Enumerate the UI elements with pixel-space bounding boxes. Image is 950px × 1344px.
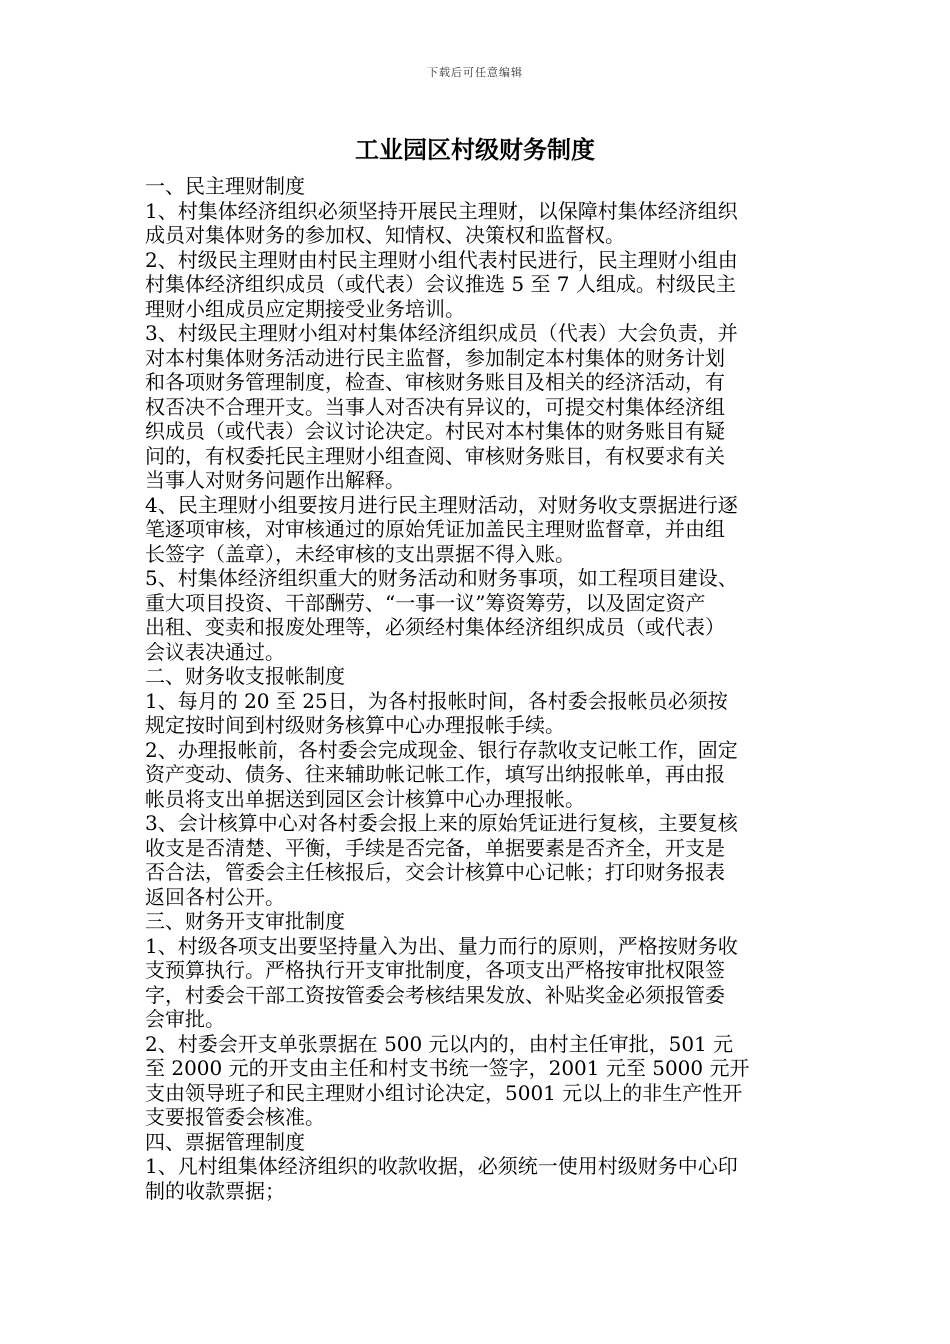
body-line: 3、会计核算中心对各村委会报上来的原始凭证进行复核，主要复核 xyxy=(145,811,738,835)
body-line: 会议表决通过。 xyxy=(145,639,285,664)
body-line: 支要报管委会核准。 xyxy=(145,1105,325,1129)
body-line: 返回各村公开。 xyxy=(145,884,285,909)
body-line: 4、民主理财小组要按月进行民主理财活动，对财务收支票据进行逐 xyxy=(145,492,738,517)
body-line: 2、办理报帐前，各村委会完成现金、银行存款收支记帐工作，固定 xyxy=(145,737,738,762)
body-line: 权否决不合理开支。当事人对否决有异议的，可提交村集体经济组 xyxy=(145,394,725,419)
body-line: 5、村集体经济组织重大的财务活动和财务事项，如工程项目建设、 xyxy=(145,566,738,590)
body-line: 规定按时间到村级财务核算中心办理报帐手续。 xyxy=(145,713,565,737)
body-line: 资产变动、债务、往来辅助帐记帐工作，填写出纳报帐单，再由报 xyxy=(145,762,725,786)
document-body xyxy=(145,174,807,1203)
body-line: 理财小组成员应定期接受业务培训。 xyxy=(145,296,465,321)
body-line: 支由领导班子和民主理财小组讨论决定，5001 元以上的非生产性开 xyxy=(145,1080,743,1105)
body-line: 1、凡村组集体经济组织的收款收据，必须统一使用村级财务中心印 xyxy=(145,1154,738,1178)
body-line: 至 2000 元的开支由主任和村支书统一签字，2001 元至 5000 元开 xyxy=(145,1056,750,1080)
body-line: 制的收款票据； xyxy=(145,1178,285,1203)
body-line: 帐员将支出单据送到园区会计核算中心办理报帐。 xyxy=(145,786,585,811)
body-line: 1、村集体经济组织必须坚持开展民主理财，以保障村集体经济组织 xyxy=(145,198,738,223)
body-line: 笔逐项审核，对审核通过的原始凭证加盖民主理财监督章，并由组 xyxy=(145,517,725,541)
body-line: 三、财务开支审批制度 xyxy=(145,909,345,933)
header-note: 下载后可任意编辑 xyxy=(427,66,523,79)
body-line: 会审批。 xyxy=(145,1007,225,1031)
body-line: 织成员（或代表）会议讨论决定。村民对本村集体的财务账目有疑 xyxy=(145,419,725,443)
body-line: 和各项财务管理制度，检查、审核财务账目及相关的经济活动，有 xyxy=(145,370,725,394)
body-line: 四、票据管理制度 xyxy=(145,1129,305,1154)
body-line: 3、村级民主理财小组对村集体经济组织成员（代表）大会负责，并 xyxy=(145,321,738,345)
body-line: 问的，有权委托民主理财小组查阅、审核财务账目，有权要求有关 xyxy=(145,443,725,468)
body-line: 1、村级各项支出要坚持量入为出、量力而行的原则，严格按财务收 xyxy=(145,933,738,958)
document-title: 工业园区村级财务制度 xyxy=(355,136,595,164)
body-line: 2、村委会开支单张票据在 500 元以内的，由村主任审批，501 元 xyxy=(145,1031,734,1056)
body-line: 1、每月的 20 至 25日，为各村报帐时间，各村委会报帐员必须按 xyxy=(145,688,728,713)
body-line: 2、村级民主理财由村民主理财小组代表村民进行，民主理财小组由 xyxy=(145,247,738,272)
body-line: 出租、变卖和报废处理等，必须经村集体经济组织成员（或代表） xyxy=(145,615,725,639)
body-line: 成员对集体财务的参加权、知情权、决策权和监督权。 xyxy=(145,223,625,247)
body-line: 一、民主理财制度 xyxy=(145,174,305,198)
body-line: 收支是否清楚、平衡，手续是否完备，单据要素是否齐全，开支是 xyxy=(145,835,725,860)
body-line: 字，村委会干部工资按管委会考核结果发放、补贴奖金必须报管委 xyxy=(145,982,725,1007)
body-line: 支预算执行。严格执行开支审批制度，各项支出严格按审批权限签 xyxy=(145,958,725,982)
body-line: 否合法，管委会主任核报后，交会计核算中心记帐；打印财务报表 xyxy=(145,860,725,884)
body-line: 当事人对财务问题作出解释。 xyxy=(145,468,405,492)
body-line: 长签字（盖章），未经审核的支出票据不得入账。 xyxy=(145,541,575,566)
body-line: 二、财务收支报帐制度 xyxy=(145,664,345,688)
body-line: 重大项目投资、干部酬劳、“一事一议”筹资筹劳，以及固定资产 xyxy=(145,590,706,615)
body-line: 村集体经济组织成员（或代表）会议推选 5 至 7 人组成。村级民主 xyxy=(145,272,736,296)
body-line: 对本村集体财务活动进行民主监督，参加制定本村集体的财务计划 xyxy=(145,345,725,370)
